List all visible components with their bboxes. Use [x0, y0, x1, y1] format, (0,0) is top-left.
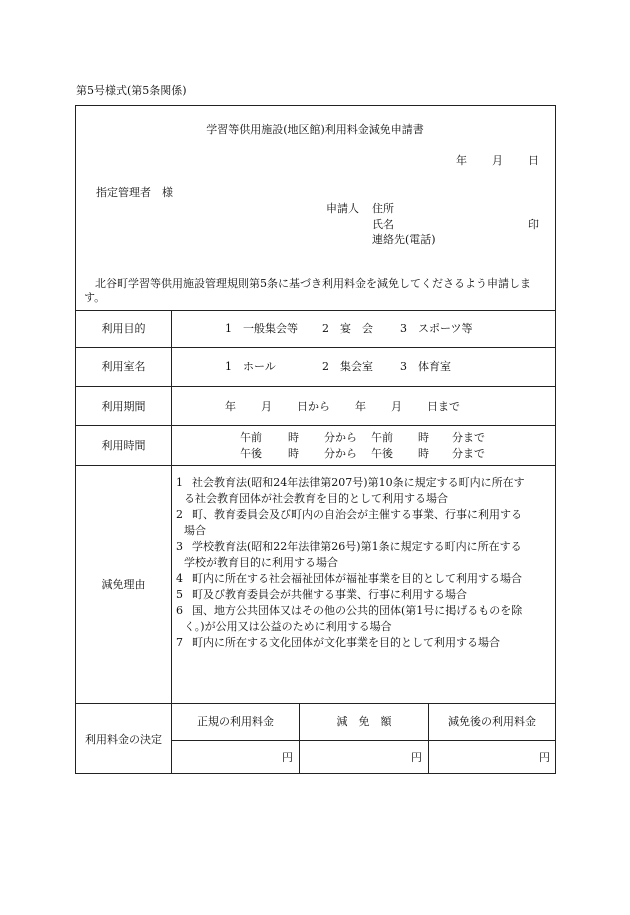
- room-option-2-num: 2: [322, 360, 329, 373]
- time-pm-end-period: 午後: [371, 447, 393, 460]
- fee-header-divider: [171, 740, 556, 741]
- fee-header-after: 減免後の利用料金: [448, 715, 536, 728]
- reason-item-2-cont: 場合: [184, 524, 206, 537]
- period-from-month: 月: [261, 400, 272, 413]
- reason-item-num: 1: [176, 476, 183, 489]
- time-am-end-period: 午前: [371, 431, 393, 444]
- room-option-2: 集会室: [340, 360, 373, 373]
- purpose-option-1-num: 1: [225, 322, 232, 335]
- reason-item-text: 町及び教育委員会が共催する事業、行事に利用する場合: [192, 588, 467, 601]
- fee-column-divider: [428, 703, 429, 774]
- row-divider: [75, 703, 556, 704]
- period-to-day: 日まで: [427, 400, 460, 413]
- reason-item-num: 6: [176, 604, 183, 617]
- reason-item-6: [176, 603, 552, 619]
- reason-item-text: 町内に所在する社会福祉団体が福祉事業を目的として利用する場合: [192, 572, 522, 585]
- purpose-option-2-num: 2: [322, 322, 329, 335]
- reason-item-3-cont: 学校が教育目的に利用する場合: [184, 556, 338, 569]
- intro-text: 北谷町学習等供用施設管理規則第5条に基づき利用料金を減免してくださるよう申請します。: [84, 277, 531, 304]
- fee-header-reduction: 減 免 額: [336, 715, 392, 728]
- reason-item-5: [176, 587, 552, 603]
- reason-item-7: [176, 635, 552, 651]
- period-to-month: 月: [391, 400, 402, 413]
- time-pm-end-minute: 分まで: [452, 447, 485, 460]
- fee-unit-regular: 円: [282, 751, 293, 764]
- purpose-option-3-num: 3: [400, 322, 407, 335]
- label-column-divider: [171, 310, 172, 774]
- time-am-end-minute: 分まで: [452, 431, 485, 444]
- reason-item-text: 町、教育委員会及び町内の自治会が主催する事業、行事に利用する: [192, 508, 522, 521]
- reason-item-text: 国、地方公共団体又はその他の公共的団体(第1号に掲げるものを除: [192, 604, 523, 617]
- room-option-3-num: 3: [400, 360, 407, 373]
- form-label: 第5号様式(第5条関係): [76, 84, 187, 97]
- form-title: 学習等供用施設(地区館)利用料金減免申請書: [206, 123, 424, 136]
- purpose-option-3: スポーツ等: [418, 322, 473, 335]
- reason-item-num: 7: [176, 636, 183, 649]
- period-from-year: 年: [225, 400, 236, 413]
- table-top-border: [75, 310, 556, 311]
- applicant-name-label: 氏名: [372, 218, 394, 231]
- fee-label: 利用料金の決定: [85, 733, 162, 746]
- fee-unit-after: 円: [539, 751, 550, 764]
- period-from-day: 日から: [297, 400, 330, 413]
- date-day: 日: [528, 154, 539, 167]
- reason-item-3: [176, 539, 552, 555]
- reason-item-6-cont: く。)が公用又は公益のために利用する場合: [184, 620, 392, 633]
- fee-header-regular: 正規の利用料金: [197, 715, 274, 728]
- room-option-3: 体育室: [418, 360, 451, 373]
- row-divider: [75, 425, 556, 426]
- reason-item-text: 社会教育法(昭和24年法律第207号)第10条に規定する町内に所在す: [192, 476, 525, 489]
- reason-item-2: [176, 507, 552, 523]
- purpose-label: 利用目的: [101, 322, 146, 335]
- seal-mark: 印: [528, 218, 539, 231]
- reason-item-4: [176, 571, 552, 587]
- reason-item-1: [176, 475, 552, 491]
- reason-list: [176, 475, 552, 651]
- reason-item-num: 2: [176, 508, 183, 521]
- purpose-option-1: 一般集会等: [243, 322, 298, 335]
- time-pm-end-hour: 時: [418, 447, 429, 460]
- reason-item-num: 3: [176, 540, 183, 553]
- purpose-option-2: 宴 会: [340, 322, 373, 335]
- date-year: 年: [456, 154, 467, 167]
- row-divider: [75, 465, 556, 466]
- applicant-label: 申請人: [326, 202, 359, 215]
- reason-item-num: 5: [176, 588, 183, 601]
- time-am-start-hour: 時: [288, 431, 299, 444]
- row-divider: [75, 386, 556, 387]
- time-pm-start-minute: 分から: [324, 447, 357, 460]
- applicant-contact-label: 連絡先(電話): [372, 233, 436, 246]
- room-option-1-num: 1: [225, 360, 232, 373]
- addressee: 指定管理者 様: [96, 186, 173, 199]
- reason-item-text: 学校教育法(昭和22年法律第26号)第1条に規定する町内に所在する: [192, 540, 522, 553]
- row-divider: [75, 347, 556, 348]
- reason-item-text: 町内に所在する文化団体が文化事業を目的として利用する場合: [192, 636, 500, 649]
- time-pm-start-period: 午後: [240, 447, 262, 460]
- room-label: 利用室名: [101, 360, 146, 373]
- time-pm-start-hour: 時: [288, 447, 299, 460]
- fee-column-divider: [299, 703, 300, 774]
- fee-unit-reduction: 円: [411, 751, 422, 764]
- reason-label: 減免理由: [101, 578, 146, 591]
- period-label: 利用期間: [101, 400, 146, 413]
- time-am-start-minute: 分から: [324, 431, 357, 444]
- reason-item-1-cont: る社会教育団体が社会教育を目的として利用する場合: [184, 492, 448, 505]
- time-am-end-hour: 時: [418, 431, 429, 444]
- period-to-year: 年: [355, 400, 366, 413]
- reason-item-num: 4: [176, 572, 183, 585]
- date-month: 月: [492, 154, 503, 167]
- room-option-1: ホール: [243, 360, 276, 373]
- applicant-address-label: 住所: [372, 202, 394, 215]
- time-am-start-period: 午前: [240, 431, 262, 444]
- time-label: 利用時間: [101, 439, 146, 452]
